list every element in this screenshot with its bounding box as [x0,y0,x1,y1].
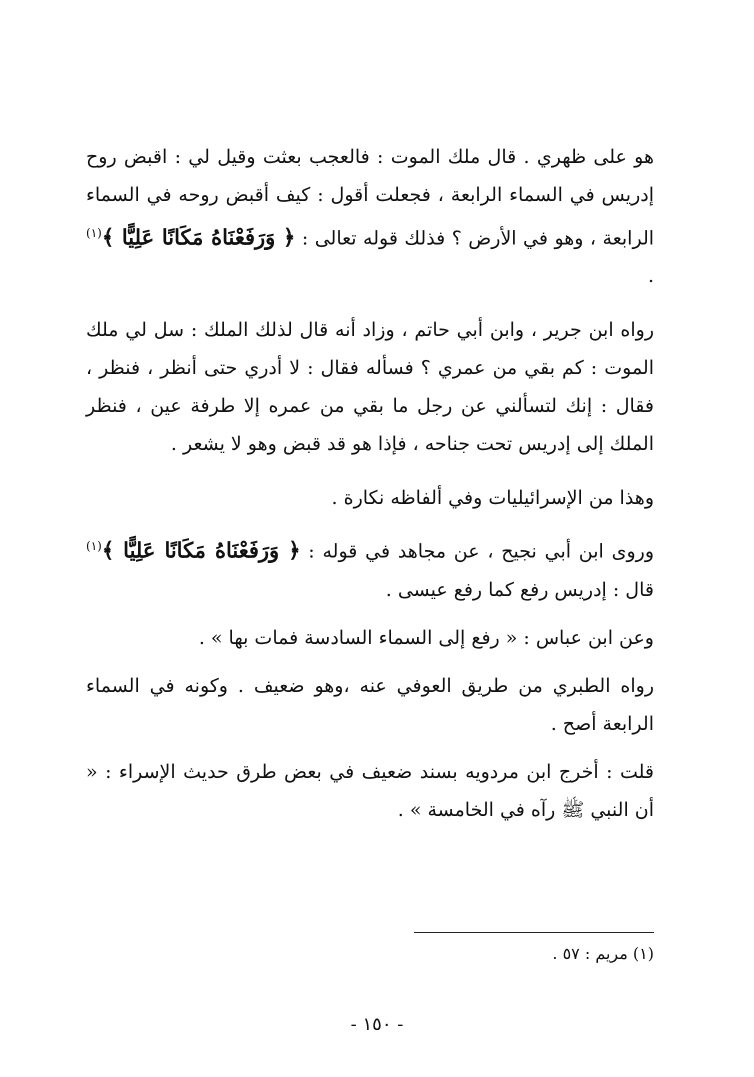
page-body [86,138,654,829]
paragraph-4-end: قال : إدريس رفع كما رفع عيسى . [385,578,654,601]
paragraph-6: رواه الطبري من طريق العوفي عنه ،وهو ضعيف . وكونه في السماء الرابعة أصح . [86,674,654,735]
quran-verse: ﴿ وَرَفَعْنَاهُ مَكَانًا عَلِيًّا ﴾ [101,537,301,563]
paragraph-5: وعن ابن عباس : « رفع إلى السماء السادسة فمات بها » . [198,626,654,649]
paragraph-1 [86,138,654,295]
paragraph-1-end: . [647,265,654,288]
footnote-divider [414,932,654,933]
paragraph-1-text: هو على ظهري . قال ملك الموت : فالعجب بعثت وقيل لي : اقبض روح إدريس في السماء الرابعة ، فجعلت أقول : كيف أقبض روحه في السماء الرابعة ، وهو في الأرض ؟ فذلك قوله تعالى : [86,146,655,250]
paragraph-4 [86,527,654,608]
footnote-ref[interactable]: (١) [86,539,102,554]
paragraph-4-text: وروى ابن أبي نجيح ، عن مجاهد في قوله : [308,540,654,563]
quran-verse: ﴿ وَرَفَعْنَاهُ مَكَانًا عَلِيًّا ﴾ [101,224,296,250]
paragraph-7: قلت : أخرج ابن مردويه بسند ضعيف في بعض طرق حديث الإسراء : « أن النبي ﷺ رآه في الخامسة » . [86,760,654,821]
page-number: - ١٥٠ - [350,1014,404,1035]
footnote-ref[interactable]: (١) [86,226,102,240]
footnote: (١) مريم : ٥٧ . [552,944,654,963]
paragraph-3: وهذا من الإسرائيليات وفي ألفاظه نكارة . [331,487,654,510]
paragraph-2: رواه ابن جرير ، وابن أبي حاتم ، وزاد أنه قال لذلك الملك : سل لي ملك الموت : كم بقي من عمري ؟ فسأله فقال : لا أدري حتى أنظر ، فنظر ، فقال : إنك لتسألني عن رجل ما بقي من عمره إلا طرفة عين ، فنظر الملك إلى إدريس تحت جناحه ، فإذا هو قد قبض وهو لا يشعر . [86,319,654,456]
